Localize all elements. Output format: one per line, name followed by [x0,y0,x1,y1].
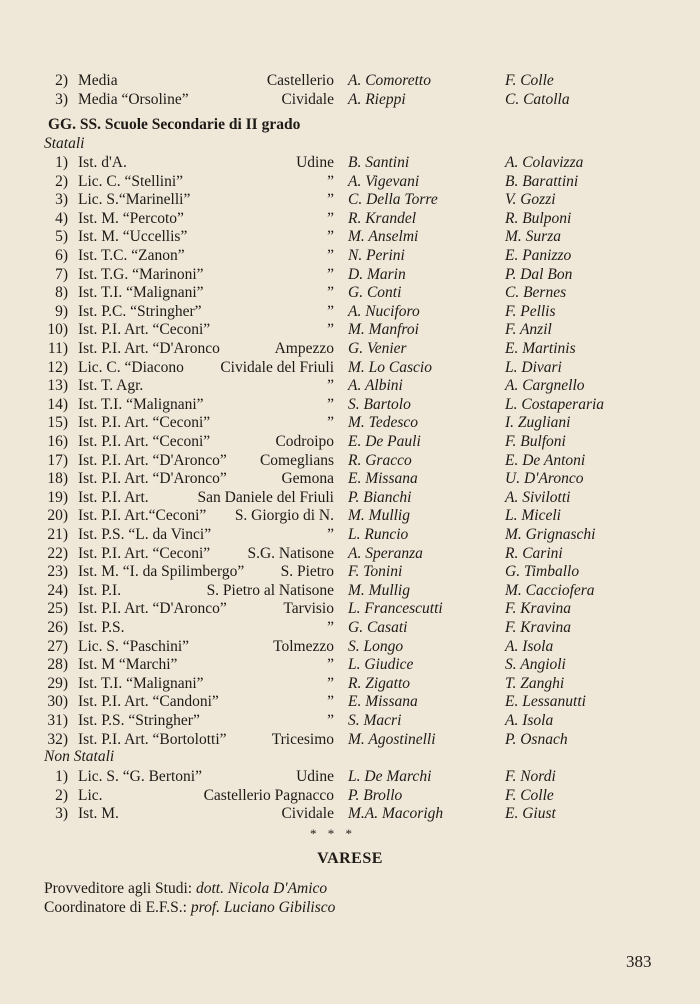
school-name: Media “Orsoline” [78,91,189,108]
school-name: Media [78,72,118,89]
school-name: Lic. C. “Diacono [78,358,184,376]
school-row [0,599,700,619]
school-location: ” [327,619,334,636]
school-location: Cividale [281,805,334,823]
school-row [0,413,700,433]
second-teacher-name: M. Grignaschi [505,526,596,543]
second-teacher-name: E. Panizzo [505,247,572,264]
second-teacher-name: F. Pellis [505,302,556,320]
school-name: Ist. P.I. Art. “Ceconi” [78,414,211,432]
school-location: ” [327,395,334,413]
school-name: Lic. S. “Paschini” [78,637,190,655]
school-name: Ist. P.I. Art. “D'Aronco” [78,470,227,488]
school-row [0,227,700,247]
second-teacher-name: I. Zugliani [505,414,571,432]
school-location: ” [327,302,334,320]
second-teacher-name: F. Bulfoni [505,433,566,450]
row-number: 17) [47,451,68,469]
school-location: ” [327,712,334,729]
teacher-name: D. Marin [348,265,406,283]
teacher-name: E. Missana [348,693,418,711]
school-name: Ist. P.I. Art. [78,488,149,506]
school-name: Ist. T.I. “Malignani” [78,284,204,302]
second-teacher-name: A. Sivilotti [505,488,571,506]
school-name: Ist. P.I. Art.“Ceconi” [78,507,207,525]
school-row [0,469,700,489]
school-location: San Daniele del Friuli [197,488,334,506]
teacher-name: L. De Marchi [348,768,432,785]
school-name: Lic. C. “Stellini” [78,172,184,190]
school-location: Comeglians [259,451,334,469]
teacher-name: L. Francescutti [348,600,443,618]
row-number: 3) [55,91,68,108]
second-teacher-name: F. Anzil [505,321,552,339]
teacher-name: G. Venier [348,340,407,357]
teacher-name: L. Runcio [348,526,409,543]
teacher-name: A. Vigevani [348,172,420,190]
school-location: Cividale del Friuli [220,358,334,376]
school-location: ” [327,228,334,246]
school-row [0,358,700,378]
row-number: 2) [55,786,68,804]
school-name: Ist. d'A. [78,154,127,171]
school-name: Ist. T.I. “Malignani” [78,395,204,413]
row-number: 4) [55,209,68,227]
school-row [0,265,700,285]
second-teacher-name: E. Martinis [505,340,576,357]
school-row [0,90,700,110]
row-number: 15) [47,414,68,432]
city-title: VARESE [317,850,383,867]
school-row [0,488,700,508]
school-row [0,246,700,266]
school-location: ” [327,209,334,227]
school-name: Ist. P.I. Art. “D'Aronco [78,340,220,357]
second-teacher-name: A. Cargnello [505,377,585,395]
second-teacher-name: E. De Antoni [505,451,586,469]
separator: * * * [310,826,356,841]
school-row [0,320,700,340]
row-number: 22) [47,544,68,562]
teacher-name: S. Longo [348,637,404,655]
teacher-name: M. Manfroi [348,321,419,339]
school-location: S.G. Natisone [247,544,334,562]
school-location: Cividale [281,91,334,108]
school-name: Lic. [78,786,103,804]
teacher-name: S. Macri [348,712,402,729]
row-number: 24) [47,581,68,599]
school-location: S. Giorgio di N. [234,507,334,525]
school-row [0,339,700,359]
teacher-name: R. Krandel [348,209,417,227]
row-number: 23) [47,563,68,581]
teacher-name: C. Della Torre [348,191,438,209]
school-name: Lic. S.“Marinelli” [78,191,191,209]
school-row [0,730,700,750]
school-location: Tarvisio [283,600,334,618]
school-name: Ist. P.S. “L. da Vinci” [78,526,212,543]
second-teacher-name: C. Catolla [505,91,570,108]
row-number: 12) [47,358,68,376]
teacher-name: M. Mullig [348,581,410,599]
row-number: 14) [47,395,68,413]
non-statali-label: Non Statali [44,748,115,765]
teacher-name: R. Gracco [348,451,412,469]
school-name: Ist. T.C. “Zanon” [78,247,185,264]
school-row [0,767,700,787]
school-name: Ist. M. “Percoto” [78,209,184,227]
teacher-name: M. Lo Cascio [348,358,432,376]
row-number: 2) [55,172,68,190]
school-location: ” [327,656,334,674]
school-location: ” [327,377,334,395]
school-row [0,674,700,694]
school-location: ” [327,414,334,432]
school-row [0,432,700,452]
school-row [0,71,700,91]
second-teacher-name: B. Barattini [505,172,579,190]
school-name: Ist. P.I. Art. “D'Aronco” [78,451,227,469]
row-number: 13) [47,377,68,395]
school-location: Ampezzo [274,340,334,357]
row-number: 18) [47,470,68,488]
row-number: 3) [55,191,68,209]
second-teacher-name: M. Surza [505,228,561,246]
school-location: ” [327,172,334,190]
coordinatore-line [44,899,335,917]
school-row [0,172,700,192]
school-name: Ist. P.S. [78,619,125,636]
teacher-name: P. Bianchi [348,488,412,506]
school-location: Castellerio [266,72,334,89]
school-location: S. Pietro al Natisone [206,581,334,599]
provveditore-label: Provveditore agli Studi: [44,880,193,897]
coordinatore-name: Luciano Gibilisco [223,899,336,916]
teacher-name: A. Albini [348,377,403,395]
row-number: 9) [55,302,68,320]
coordinatore-label: Coordinatore di E.F.S.: [44,899,187,916]
school-name: Ist. P.I. Art. “Bortolotti” [78,730,227,748]
teacher-name: A. Comoretto [348,72,431,89]
school-row [0,562,700,582]
teacher-name: A. Speranza [348,544,423,562]
second-teacher-name: A. Isola [505,637,554,655]
row-number: 21) [47,526,68,543]
row-number: 8) [55,284,68,302]
second-teacher-name: F. Kravina [505,619,572,636]
second-teacher-name: L. Divari [505,358,562,376]
school-location: ” [327,693,334,711]
school-row [0,581,700,601]
school-row [0,302,700,322]
row-number: 28) [47,656,68,674]
school-location: Castellerio Pagnacco [203,786,334,804]
row-number: 27) [47,637,68,655]
row-number: 1) [55,154,68,171]
row-number: 31) [47,712,68,729]
teacher-name: P. Brollo [348,786,403,804]
second-teacher-name: F. Colle [505,72,554,89]
second-teacher-name: M. Cacciofera [505,581,595,599]
second-teacher-name: V. Gozzi [505,191,556,209]
statali-label: Statali [44,135,85,152]
second-teacher-name: P. Dal Bon [505,265,573,283]
second-teacher-name: F. Colle [505,786,554,804]
school-location: ” [327,247,334,264]
school-location: S. Pietro [280,563,334,581]
school-row [0,376,700,396]
school-row [0,692,700,712]
school-name: Ist. P.C. “Stringher” [78,302,202,320]
school-name: Ist. M. “I. da Spilimbergo” [78,563,245,581]
second-teacher-name: A. Isola [505,712,554,729]
school-row [0,711,700,731]
school-name: Ist. M “Marchi” [78,656,178,674]
row-number: 6) [55,247,68,264]
school-location: ” [327,321,334,339]
teacher-name: E. De Pauli [348,433,421,450]
school-row [0,637,700,657]
school-name: Ist. P.I. Art. “Ceconi” [78,544,211,562]
school-location: ” [327,284,334,302]
school-name: Ist. T. Agr. [78,377,144,395]
school-row [0,804,700,824]
school-location: ” [327,265,334,283]
school-name: Ist. P.I. [78,581,122,599]
teacher-name: G. Casati [348,619,408,636]
teacher-name: M. Mullig [348,507,410,525]
second-teacher-name: U. D'Aronco [505,470,584,488]
provveditore-name: Nicola D'Amico [227,880,328,897]
school-location: Gemona [281,470,334,488]
school-name: Ist. T.G. “Marinoni” [78,265,204,283]
second-teacher-name: E. Giust [505,805,556,823]
teacher-name: B. Santini [348,154,410,171]
school-name: Ist. P.I. Art. “D'Aronco” [78,600,227,618]
school-name: Ist. P.I. Art. “Ceconi” [78,321,211,339]
school-name: Ist. M. [78,805,119,823]
row-number: 10) [47,321,68,339]
school-row [0,506,700,526]
teacher-name: A. Nuciforo [348,302,420,320]
teacher-name: N. Perini [348,247,405,264]
school-row [0,544,700,564]
school-name: Ist. P.I. Art. “Candoni” [78,693,219,711]
row-number: 5) [55,228,68,246]
school-location: Udine [296,768,334,785]
page-number: 383 [626,952,652,971]
second-teacher-name: P. Osnach [505,730,568,748]
row-number: 3) [55,805,68,823]
school-row [0,786,700,806]
school-location: Tricesimo [271,730,334,748]
second-teacher-name: F. Nordi [505,768,556,785]
row-number: 29) [47,674,68,692]
section-header: GG. SS. Scuole Secondarie di II grado [48,116,301,133]
second-teacher-name: E. Lessanutti [505,693,586,711]
second-teacher-name: C. Bernes [505,284,567,302]
school-name: Ist. T.I. “Malignani” [78,674,204,692]
second-teacher-name: A. Colavizza [505,154,584,171]
teacher-name: S. Bartolo [348,395,411,413]
school-name: Ist. P.I. Art. “Ceconi” [78,433,211,450]
school-location: ” [327,526,334,543]
row-number: 7) [55,265,68,283]
school-location: ” [327,674,334,692]
teacher-name: L. Giudice [348,656,414,674]
row-number: 30) [47,693,68,711]
row-number: 32) [47,730,68,748]
school-location: ” [327,191,334,209]
school-row [0,618,700,638]
school-name: Ist. P.S. “Stringher” [78,712,200,729]
teacher-name: E. Missana [348,470,418,488]
second-teacher-name: T. Zanghi [505,674,565,692]
school-name: Lic. S. “G. Bertoni” [78,768,202,785]
row-number: 2) [55,72,68,89]
row-number: 20) [47,507,68,525]
row-number: 16) [47,433,68,450]
second-teacher-name: G. Timballo [505,563,580,581]
school-location: Codroipo [275,433,334,450]
school-row [0,283,700,303]
second-teacher-name: S. Angioli [505,656,566,674]
row-number: 11) [47,340,68,357]
school-row [0,525,700,545]
school-row [0,451,700,471]
school-location: Udine [296,154,334,171]
teacher-name: M. Agostinelli [348,730,436,748]
second-teacher-name: R. Carini [505,544,563,562]
teacher-name: A. Rieppi [348,91,406,108]
row-number: 25) [47,600,68,618]
school-row [0,153,700,173]
teacher-name: M. Tedesco [348,414,419,432]
school-row [0,190,700,210]
second-teacher-name: L. Costaperaria [505,395,605,413]
teacher-name: G. Conti [348,284,402,302]
teacher-name: F. Tonini [348,563,403,581]
school-row [0,209,700,229]
teacher-name: M.A. Macorigh [348,805,444,823]
row-number: 19) [47,488,68,506]
teacher-name: R. Zigatto [348,674,411,692]
row-number: 26) [47,619,68,636]
second-teacher-name: L. Miceli [505,507,561,525]
school-row [0,395,700,415]
row-number: 1) [55,768,68,785]
second-teacher-name: R. Bulponi [505,209,572,227]
school-row [0,655,700,675]
school-name: Ist. M. “Uccellis” [78,228,188,246]
coordinatore-title: prof. [190,899,221,916]
teacher-name: M. Anselmi [348,228,419,246]
provveditore-line [44,880,327,898]
provveditore-title: dott. [195,880,224,897]
school-location: Tolmezzo [273,637,334,655]
second-teacher-name: F. Kravina [505,600,572,618]
